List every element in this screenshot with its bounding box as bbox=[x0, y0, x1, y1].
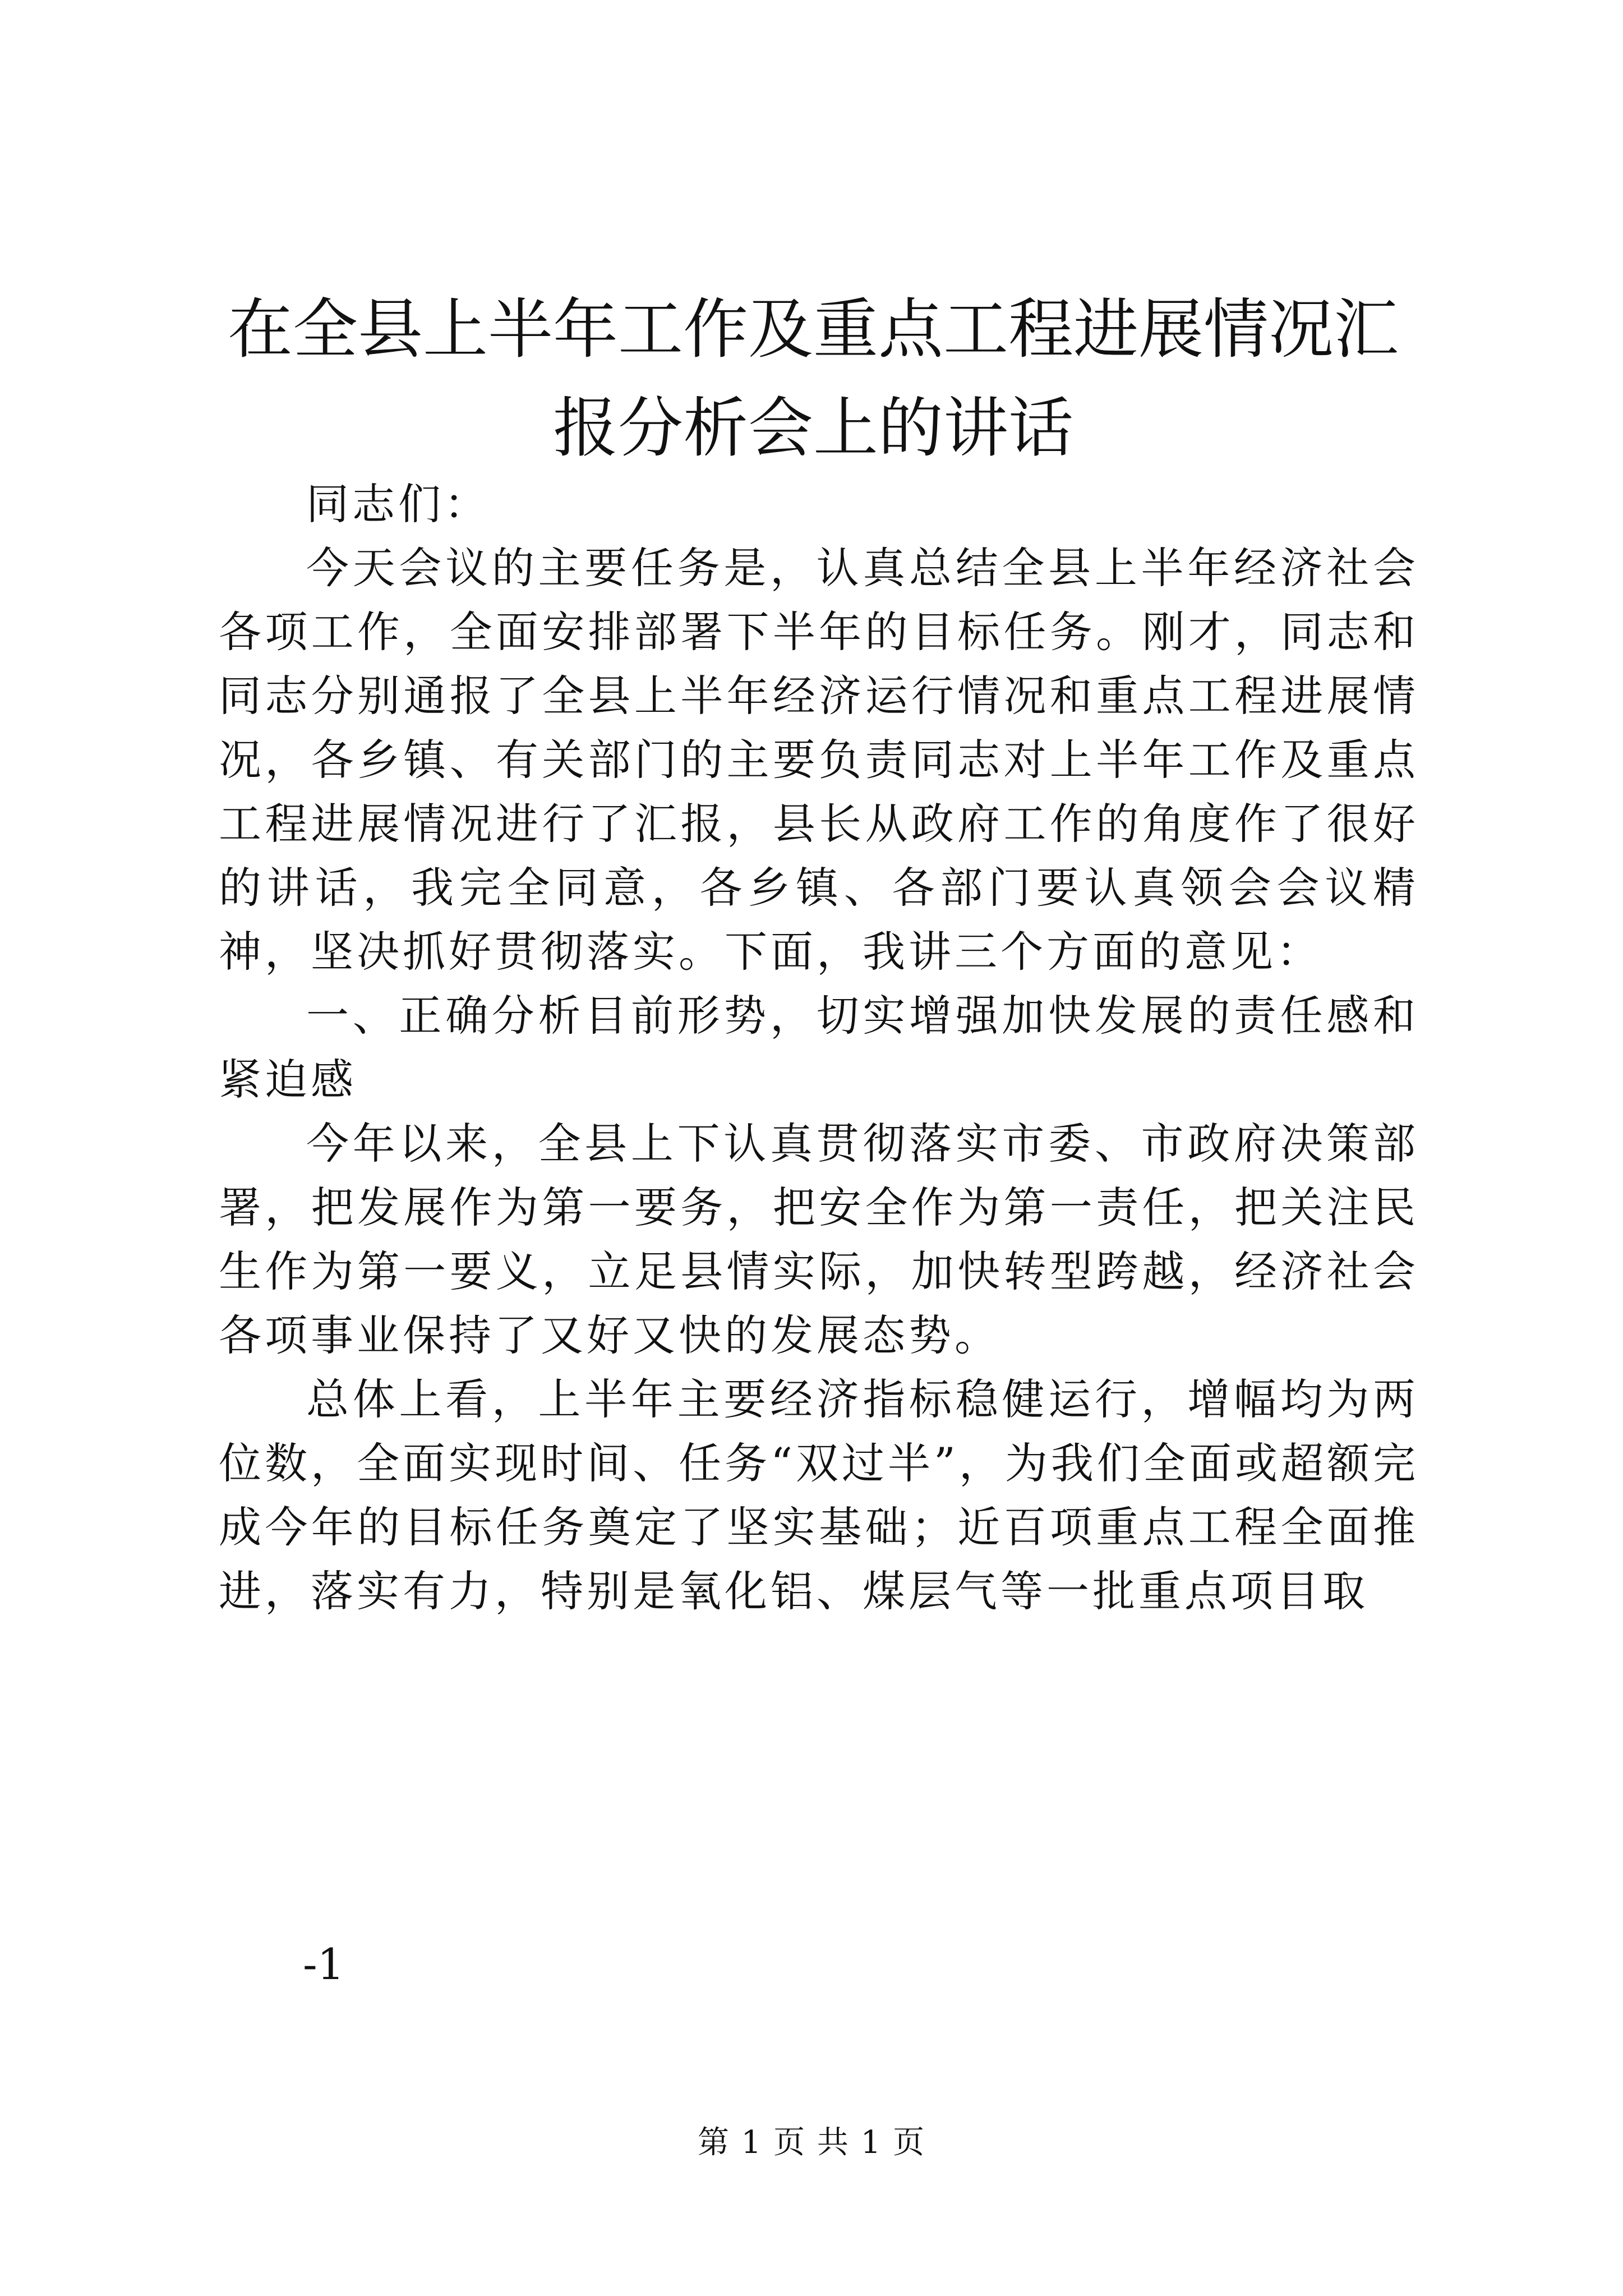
paragraph-intro: 今天会议的主要任务是，认真总结全县上半年经济社会各项工作，全面安排部署下半年的目标任务。刚才，同志和同志分别通报了全县上半年经济运行情况和重点工程进展情况，各乡镇、有关部门的主要负责同志对上半年工作及重点工程进展情况进行了汇报，县长从政府工作的角度作了很好的讲话，我完全同意，各乡镇、各部门要认真领会会议精神，坚决抓好贯彻落实。下面，我讲三个方面的意见： bbox=[219, 543, 1419, 977]
salutation: 同志们： bbox=[306, 479, 490, 529]
page-footer: 第 1 页 共 1 页 bbox=[697, 2124, 926, 2161]
page-marker: -1 bbox=[303, 1939, 345, 1989]
paragraph-overview: 总体上看，上半年主要经济指标稳健运行，增幅均为两位数，全面实现时间、任务“双过半”，为我们全面或超额完成今年的目标任务奠定了坚实基础；近百项重点工程全面推进，落实有力，特别是氧化铝、煤层气等一批重点项目取 bbox=[219, 1374, 1419, 1616]
section-heading-1: 一、正确分析目前形势，切实增强加快发展的责任感和紧迫感 bbox=[219, 991, 1419, 1105]
document-body bbox=[219, 472, 1419, 1623]
paragraph-situation: 今年以来，全县上下认真贯彻落实市委、市政府决策部署，把发展作为第一要务，把安全作为第一责任，把关注民生作为第一要义，立足县情实际，加快转型跨越，经济社会各项事业保持了又好又快的发展态势。 bbox=[219, 1119, 1419, 1360]
document-title: 在全县上半年工作及重点工程进展情况汇报分析会上的讲话 bbox=[228, 292, 1399, 466]
